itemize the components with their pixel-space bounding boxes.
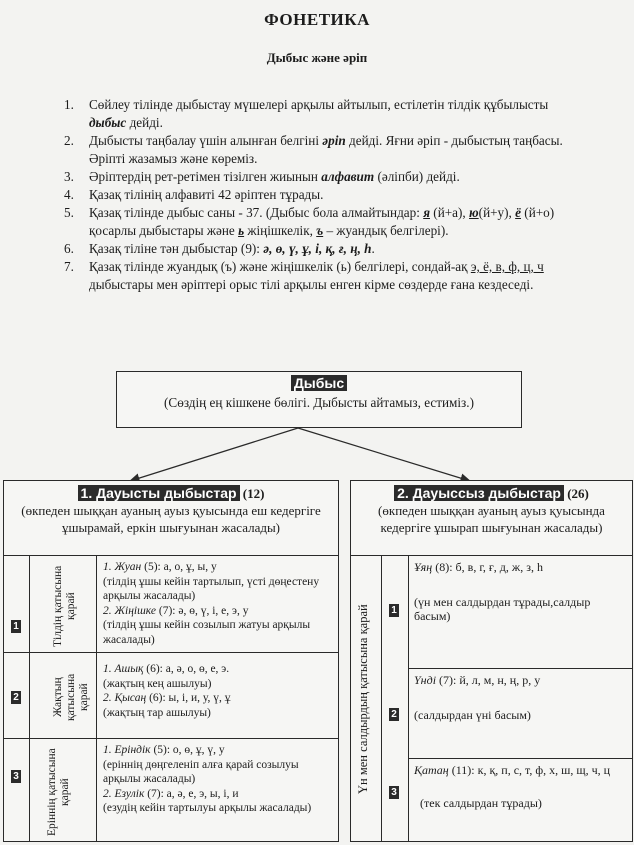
vowel-subtype-letters: (5): о, ө, ұ, ү, у xyxy=(150,744,225,756)
vowel-subtype-letters: (6): а, ә, о, ө, е, э. xyxy=(143,663,230,675)
rule-letter: ю xyxy=(469,205,479,220)
consonants-label: 2. Дауыссыз дыбыстар xyxy=(394,485,564,501)
consonant-letters: (7): й, л, м, н, ң, р, у xyxy=(436,673,541,687)
vowel-subtype-title: 1. Еріндік xyxy=(103,744,151,756)
row-number-badge: 2 xyxy=(11,691,21,704)
vowel-category-label: Жақтың қатысына қарай xyxy=(52,673,90,722)
row-number-badge: 1 xyxy=(11,620,21,633)
rule-text: Қазақ тілінің алфавиті 42 әріптен тұрады. xyxy=(89,187,324,202)
rule-text: (й+у), xyxy=(478,205,516,220)
rule-text: – жуандық белгілері). xyxy=(323,223,449,238)
consonant-row-content xyxy=(414,673,628,722)
page-title: ФОНЕТИКА xyxy=(264,10,370,29)
rule-text: Дыбысты таңбалау үшін алынған белгіні xyxy=(89,133,323,148)
rule-underlined: э, ё, в, ф, ц, ч xyxy=(470,259,544,274)
vowel-category-label: Тілдің қатысына қарай xyxy=(52,565,77,647)
vowel-subtype-title: 2. Қысаң xyxy=(103,692,147,704)
vowel-subtype-title: 1. Жуан xyxy=(103,561,142,573)
vowel-subtype-letters: (6): ы, і, и, у, ү, ұ xyxy=(146,692,231,704)
rule-text: дейді. xyxy=(126,115,163,130)
consonant-row-content xyxy=(414,560,628,624)
vowel-row-content xyxy=(103,560,331,647)
vowel-subtype-desc: (жақтың тар ашылуы) xyxy=(103,706,211,719)
vowel-category-label: Еріннің қатысына қарай xyxy=(46,748,71,836)
rule-text: жіңішкелік, xyxy=(244,223,317,238)
rule-text: Сөйлеу тілінде дыбыстау мүшелері арқылы айтылып, естілетін тілдік құбылысты xyxy=(89,97,549,112)
rule-term: дыбыс xyxy=(89,115,127,130)
rule-letter: ь xyxy=(238,223,245,238)
rule-text: Қазақ тіліне тән дыбыстар (9): xyxy=(89,241,264,256)
arrow-to-consonants xyxy=(298,428,470,481)
dybys-box xyxy=(116,371,522,428)
consonant-desc: (салдырдан үні басым) xyxy=(414,707,531,722)
rule-text: (й+а), xyxy=(430,205,470,220)
rule-number: 3. xyxy=(64,169,74,184)
vowels-grid-line xyxy=(3,738,339,739)
rule-number: 4. xyxy=(64,187,74,202)
row-number-badge: 3 xyxy=(389,786,399,799)
consonants-grid-line xyxy=(408,758,633,759)
consonant-title: Қатаң xyxy=(414,763,449,777)
rule-text: (й+о) қосарлы дыбыстары және xyxy=(89,205,555,238)
page-subtitle: Дыбыс және әріп xyxy=(266,50,368,65)
vowel-row-content xyxy=(103,662,331,720)
rule-text: Қазақ тілінде дыбыс саны - 37. (Дыбыс бола алмайтындар: xyxy=(89,205,424,220)
vowel-row-content xyxy=(103,743,331,816)
rule-text: Әріптердің рет-ретімен тізілген жиынын xyxy=(89,169,322,184)
vowel-subtype-desc: (езудің кейін тартылуы арқылы жасалады) xyxy=(103,802,312,814)
rule-term: ә, ө, ү, ұ, і, қ, ғ, ң, һ xyxy=(263,241,372,256)
rule-term: алфавит xyxy=(321,169,375,184)
rule-letter: я xyxy=(423,205,430,220)
rule-number: 5. xyxy=(64,205,74,220)
rule-text: . xyxy=(371,241,375,256)
consonants-grid-line xyxy=(350,555,633,556)
vowels-label: 1. Дауысты дыбыстар xyxy=(78,485,240,501)
consonants-grid-line xyxy=(408,668,633,669)
consonant-letters: (8): б, в, г, ғ, д, ж, з, һ xyxy=(432,560,543,574)
rule-term: әріп xyxy=(322,133,346,148)
row-number-badge: 1 xyxy=(389,604,399,617)
vowel-subtype-desc: (тілдің ұшы кейін тартылып, үсті дөңестену арқылы жасалады) xyxy=(103,575,320,602)
vowels-description: (өкпеден шыққан ауаның ауыз қуысында еш кедергіге ұшырамай, еркін шығуынан жасалады) xyxy=(21,503,321,535)
consonants-description: (өкпеден шыққан ауаның ауыз қуысында кедергіге ұшырап шығуынан жасалады) xyxy=(378,503,605,535)
arrow-to-vowels xyxy=(130,428,298,481)
vowel-subtype-letters: (5): а, о, ұ, ы, у xyxy=(141,561,217,573)
vowels-count: (12) xyxy=(242,486,265,501)
rule-number: 6. xyxy=(64,241,74,256)
vowels-grid-line xyxy=(3,652,339,653)
rule-number: 2. xyxy=(64,133,74,148)
consonant-category-label: Үн мен салдырдың қатысына қарай xyxy=(356,604,370,794)
rule-text: дыбыстары мен әріптері орыс тілі арқылы енген кірме сөздерде ғана кездеседі. xyxy=(89,277,534,292)
vowel-subtype-letters: (7): а, ә, е, э, ы, і, и xyxy=(144,787,239,800)
vowel-subtype-title: 2. Езулік xyxy=(103,787,145,800)
dybys-description: (Сөздің ең кішкене бөлігі. Дыбысты айтамыз, естиміз.) xyxy=(164,395,474,410)
vowel-subtype-letters: (7): ә, ө, ү, і, е, э, у xyxy=(156,604,249,617)
rule-text: (әліпби) дейді. xyxy=(374,169,460,184)
vowel-subtype-desc: (еріннің дөңгеленіп алға қарай созылуы арқылы жасалады) xyxy=(103,758,299,785)
consonant-letters: (11): к, қ, п, с, т, ф, х, ш, щ, ч, ц xyxy=(448,763,611,777)
consonant-desc: (тек салдырдан тұрады) xyxy=(420,795,542,810)
dybys-label: Дыбыс xyxy=(291,375,347,391)
rule-number: 7. xyxy=(64,259,74,274)
consonants-grid-line xyxy=(408,555,409,842)
rule-text: дейді. Яғни әріп - дыбыстың таңбасы. Әріпті жазамыз және көреміз. xyxy=(89,133,563,166)
row-number-badge: 2 xyxy=(389,708,399,721)
consonant-row-content xyxy=(414,763,628,810)
consonants-count: (26) xyxy=(567,486,589,501)
rule-letter: ё xyxy=(515,205,521,220)
consonant-title: Ұяң xyxy=(414,560,433,574)
row-number-badge: 3 xyxy=(11,770,21,783)
vowels-grid-line xyxy=(29,555,30,842)
rule-text: Қазақ тілінде жуандық (ъ) және жіңішкелік (ь) белгілері, сондай-ақ xyxy=(89,259,471,274)
consonant-title: Үнді xyxy=(414,673,437,687)
vowel-subtype-title: 2. Жіңішке xyxy=(103,604,157,617)
vowels-grid-line xyxy=(3,555,339,556)
vowel-subtype-title: 1. Ашық xyxy=(103,663,144,675)
vowel-subtype-desc: (жақтың кең ашылуы) xyxy=(103,677,212,690)
vowels-grid-line xyxy=(96,555,97,842)
consonant-desc: (үн мен салдырдан тұрады,салдыр басым) xyxy=(414,594,591,623)
consonants-grid-line xyxy=(381,555,382,842)
rule-number: 1. xyxy=(64,97,74,112)
rule-letter: ъ xyxy=(316,223,324,238)
vowel-subtype-desc: (тілдің ұшы кейін созылып жатуы арқылы жасалады) xyxy=(103,619,311,646)
